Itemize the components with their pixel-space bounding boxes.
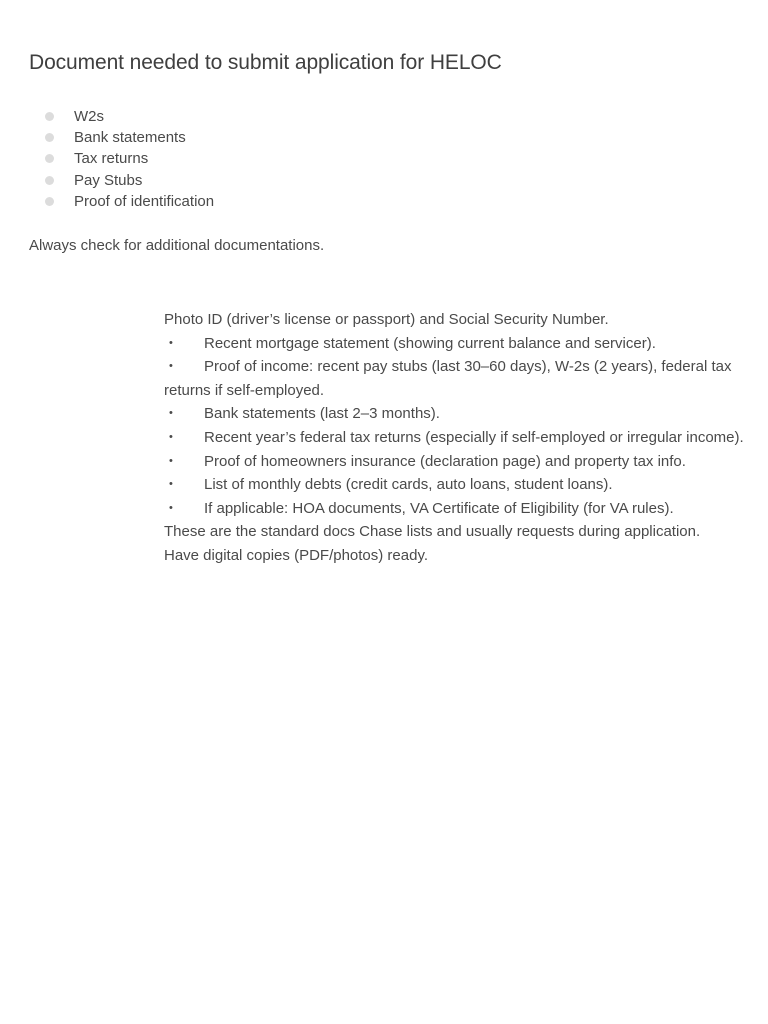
detail-item — [164, 473, 754, 497]
list-item-label: Bank statements — [74, 129, 186, 147]
detail-item-text: If applicable: HOA documents, VA Certificate of Eligibility (for VA rules). — [204, 499, 674, 517]
detail-item — [164, 332, 754, 356]
list-item — [44, 172, 214, 193]
bullet-icon: • — [169, 478, 173, 491]
document-checklist — [44, 108, 214, 214]
bullet-icon — [45, 154, 54, 163]
detail-item-text: Recent mortgage statement (showing current balance and servicer). — [204, 334, 656, 352]
page-title: Document needed to submit application for HELOC — [29, 51, 502, 74]
bullet-icon: • — [169, 360, 173, 373]
bullet-icon — [45, 112, 54, 121]
list-item-label: W2s — [74, 108, 104, 125]
intro-line: Photo ID (driver’s license or passport) and Social Security Number. — [164, 311, 609, 328]
bullet-icon: • — [169, 336, 173, 349]
bullet-icon — [45, 197, 54, 206]
closing-line: These are the standard docs Chase lists and usually requests during application. — [164, 523, 701, 541]
detail-item — [164, 426, 754, 450]
detail-item — [164, 355, 754, 402]
list-item — [44, 108, 214, 129]
bullet-icon — [45, 133, 54, 142]
requirements-block — [164, 308, 754, 568]
list-item — [44, 129, 214, 150]
closing-line: Have digital copies (PDF/photos) ready. — [164, 546, 429, 564]
bullet-icon — [45, 176, 54, 185]
bullet-icon: • — [169, 501, 173, 514]
detail-item — [164, 402, 754, 426]
detail-item-text: List of monthly debts (credit cards, auto loans, student loans). — [204, 476, 613, 494]
list-item-label: Proof of identification — [74, 192, 215, 210]
bullet-icon: • — [169, 430, 173, 443]
detail-item-text: Bank statements (last 2–3 months). — [204, 405, 440, 423]
list-item-label: Tax returns — [74, 150, 149, 168]
list-item-label: Pay Stubs — [74, 171, 143, 189]
list-item — [44, 193, 214, 214]
bullet-icon: • — [169, 407, 173, 420]
detail-item-text: Proof of income: recent pay stubs (last 30–60 days), W-2s (2 years), federal tax returns if self-employed. — [164, 358, 732, 399]
detail-item-text: Proof of homeowners insurance (declaration page) and property tax info. — [204, 452, 686, 470]
bullet-icon: • — [169, 454, 173, 467]
detail-item-text: Recent year’s federal tax returns (especially if self-employed or irregular income). — [204, 428, 744, 446]
reminder-note: Always check for additional documentations. — [29, 237, 325, 254]
detail-item — [164, 497, 754, 521]
list-item — [44, 150, 214, 171]
detail-item — [164, 450, 754, 474]
